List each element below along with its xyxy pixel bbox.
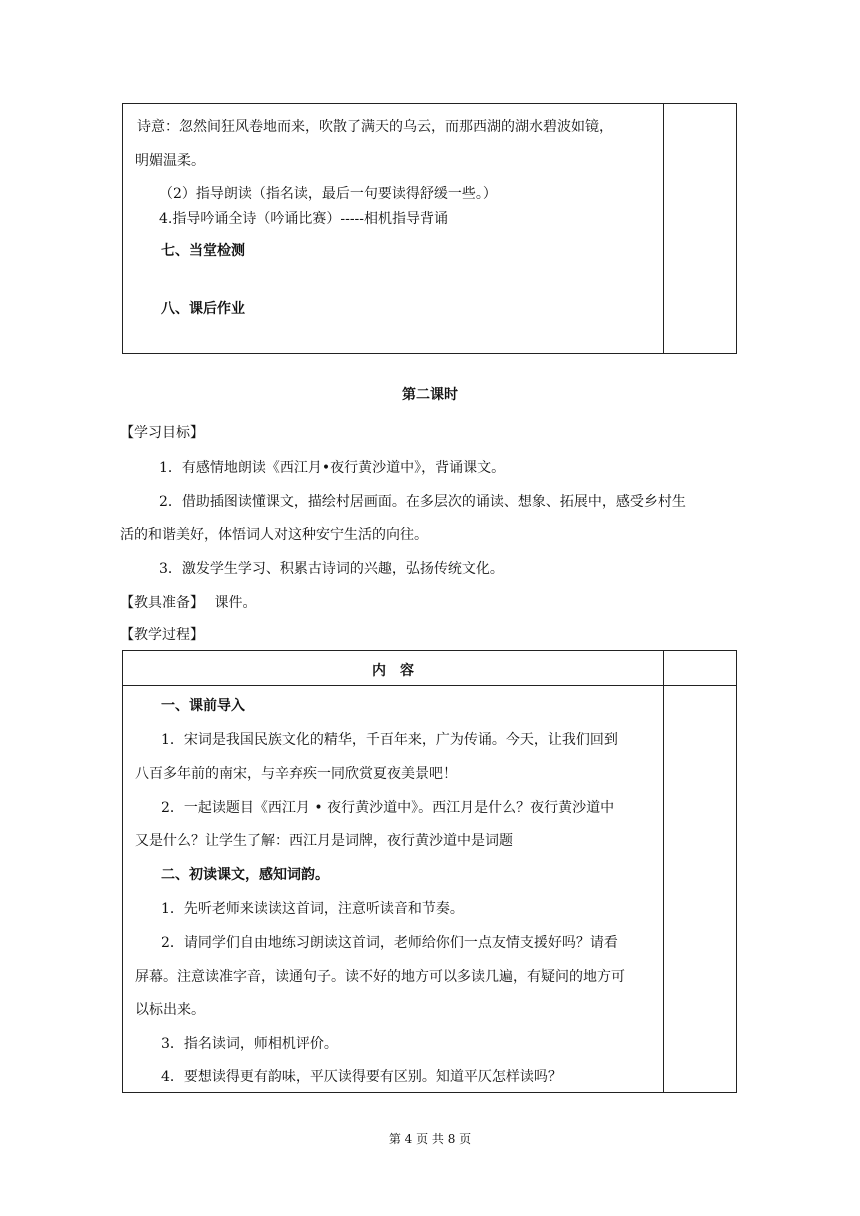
column-divider xyxy=(663,104,664,353)
table2-line-4: 又是什么？让学生了解：西江月是词牌，夜行黄沙道中是词题 xyxy=(135,833,513,849)
process-header: 【教学过程】 xyxy=(120,627,204,643)
table1-line-2: 明媚温柔。 xyxy=(135,153,205,169)
content-table-1 xyxy=(122,103,737,354)
table2-line-9: 3．指名读词，师相机评价。 xyxy=(161,1036,338,1052)
table2-line-10: 4．要想读得更有韵味，平仄读得要有区别。知道平仄怎样读吗？ xyxy=(161,1069,562,1085)
prep-line xyxy=(120,592,256,612)
goals-header: 【学习目标】 xyxy=(120,425,204,441)
table2-content-cell xyxy=(123,686,663,1094)
goal-1: 1．有感情地朗读《西江月•夜行黄沙道中》，背诵课文。 xyxy=(159,460,506,476)
prep-header: 【教具准备】 xyxy=(120,595,204,611)
table2-line-3: 2．一起读题目《西江月 • 夜行黄沙道中》。西江月是什么？夜行黄沙道中 xyxy=(161,800,615,816)
content-table-2 xyxy=(122,650,737,1093)
table2-line-1: 1．宋词是我国民族文化的精华，千百年来，广为传诵。今天，让我们回到 xyxy=(161,732,618,748)
table1-line-4: 4.指导吟诵全诗（吟诵比赛）-----相机指导背诵 xyxy=(159,211,449,227)
prep-value: 课件。 xyxy=(214,595,257,611)
table2-header: 内 容 xyxy=(372,663,414,679)
goal-2-continued: 活的和谐美好，体悟词人对这种安宁生活的向往。 xyxy=(120,527,428,543)
table1-content-cell xyxy=(123,104,663,355)
table2-heading-1: 一、课前导入 xyxy=(161,698,245,714)
table2-line-8: 以标出来。 xyxy=(135,1002,205,1018)
table2-line-6: 2．请同学们自由地练习朗读这首词，老师给你们一点友情支援好吗？请看 xyxy=(161,935,618,951)
goal-3: 3．激发学生学习、积累古诗词的兴趣，弘扬传统文化。 xyxy=(159,561,504,577)
table1-heading-8: 八、课后作业 xyxy=(161,301,245,317)
table2-line-2: 八百多年前的南宋，与辛弃疾一同欣赏夏夜美景吧！ xyxy=(135,766,457,782)
page-footer: 第 4 页 共 8 页 xyxy=(388,1132,472,1146)
table1-line-1: 诗意：忽然间狂风卷地而来，吹散了满天的乌云，而那西湖的湖水碧波如镜， xyxy=(137,119,613,135)
goal-2: 2．借助插图读懂课文，描绘村居画面。在多层次的诵读、想象、拓展中，感受乡村生 xyxy=(159,494,686,510)
table1-heading-7: 七、当堂检测 xyxy=(161,243,245,259)
lesson-title: 第二课时 xyxy=(402,387,458,403)
table2-header-cell xyxy=(123,651,663,685)
table2-line-5: 1．先听老师来读读这首词，注意听读音和节奏。 xyxy=(161,901,464,917)
table2-heading-2: 二、初读课文，感知词韵。 xyxy=(161,867,329,883)
table2-line-7: 屏幕。注意读准字音，读通句子。读不好的地方可以多读几遍，有疑问的地方可 xyxy=(135,969,625,985)
column-divider xyxy=(663,651,664,1092)
table1-line-3: （2）指导朗读（指名读，最后一句要读得舒缓一些。） xyxy=(159,186,497,202)
